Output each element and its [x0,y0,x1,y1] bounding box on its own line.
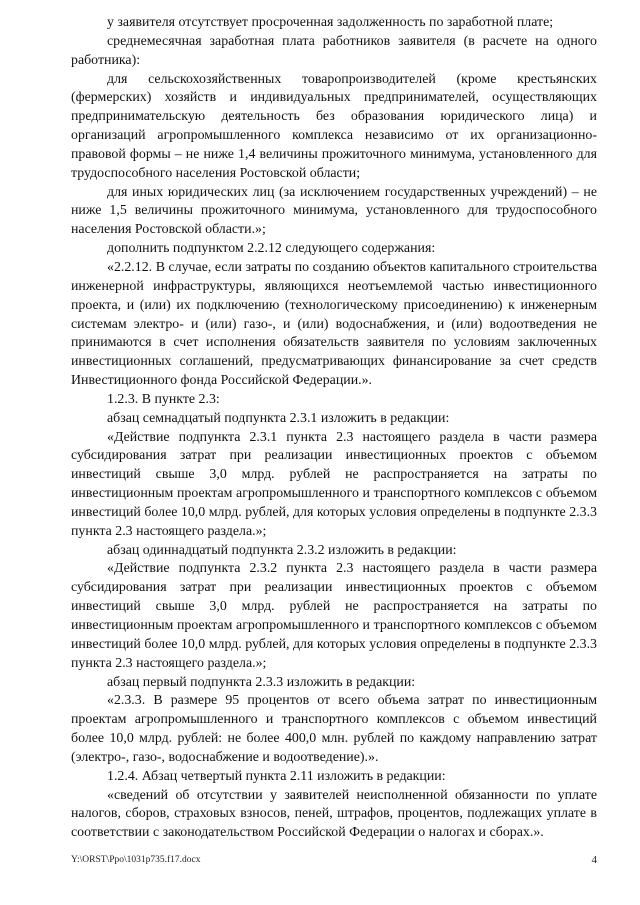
paragraph-2: среднемесячная заработная плата работников заявителя (в расчете на одного работника): [71,33,597,68]
paragraph-6: «2.2.12. В случае, если затраты по созданию объектов капитального строительства инженерной инфраструктуры, являющихся неотъемлемой частью инвестиционного проекта, и (или) их подключению (технологическому присоединению) к инженерным системам электро- и (или) газо-, и (или) водоснабжения, и (или) водоотведения не принимаются в счет исполнения обязательств заявителя по условиям заключенных инвестиционных соглашений, предусматривающих финансирование за счет средств Инвестиционного фонда Российской Федерации.». [71,259,597,389]
paragraph-13: «2.3.3. В размере 95 процентов от всего объема затрат по инвестиционным проектам агропромышленного и транспортного комплексов с объемом инвестиций более 10,0 млрд. рублей: не более 400,0 млн. рублей по каждому направлению затрат (электро-, газо-, водоснабжение и водоотведение).». [71,693,597,765]
paragraph-11: «Действие подпункта 2.3.2 пункта 2.3 настоящего раздела в части размера субсидирования затрат при реализации инвестиционных проектов с объемом инвестиций свыше 3,0 млрд. рублей не распространяется на затраты по инвестиционным проектам агропромышленного и транспортного комплексов с объемом инвестиций более 10,0 млрд. рублей, для которых условия определены в подпункте 2.3.3 пункта 2.3 настоящего раздела.»; [71,561,597,671]
paragraph-15: «сведений об отсутствии у заявителей неисполненной обязанности по уплате налогов, сборов, страховых взносов, пеней, штрафов, процентов, подлежащих уплате в соответствии с законодательством Российской Федерации о налогах и сборах.». [71,787,597,841]
paragraph-4: для иных юридических лиц (за исключением государственных учреждений) – не ниже 1,5 величины прожиточного минимума, установленного для трудоспособного населения Ростовской области.»; [71,184,597,238]
paragraph-8: абзац семнадцатый подпункта 2.3.1 изложить в редакции: [107,410,450,426]
paragraph-3: для сельскохозяйственных товаропроизводителей (кроме крестьянских (фермерских) хозяйств и индивидуальных предпринимателей, осуществляющих предпринимательскую деятельность без образования юридического лица) и организаций агропромышленного комплекса независимо от их организационно-правовой формы – не ниже 1,4 величины прожиточного минимума, установленного для трудоспособного населения Ростовской области; [71,71,597,181]
paragraph-10: абзац одиннадцатый подпункта 2.3.2 изложить в редакции: [107,542,457,558]
paragraph-1: у заявителя отсутствует просроченная задолженность по заработной плате; [107,15,554,30]
file-path: Y:\ORST\Ppo\1031p735.f17.docx [71,855,201,865]
document-body [71,14,597,843]
paragraph-14: 1.2.4. Абзац четвертый пункта 2.11 изложить в редакции: [107,768,446,784]
paragraph-9: «Действие подпункта 2.3.1 пункта 2.3 настоящего раздела в части размера субсидирования затрат при реализации инвестиционных проектов с объемом инвестиций свыше 3,0 млрд. рублей не распространяется на затраты по инвестиционным проектам агропромышленного и транспортного комплексов с объемом инвестиций более 10,0 млрд. рублей, для которых условия определены в подпункте 2.3.3 пункта 2.3 настоящего раздела.»; [71,429,597,539]
paragraph-12: абзац первый подпункта 2.3.3 изложить в редакции: [107,674,416,690]
paragraph-5: дополнить подпунктом 2.2.12 следующего содержания: [107,241,436,257]
page-number: 4 [591,854,597,866]
paragraph-7: 1.2.3. В пункте 2.3: [107,391,220,407]
